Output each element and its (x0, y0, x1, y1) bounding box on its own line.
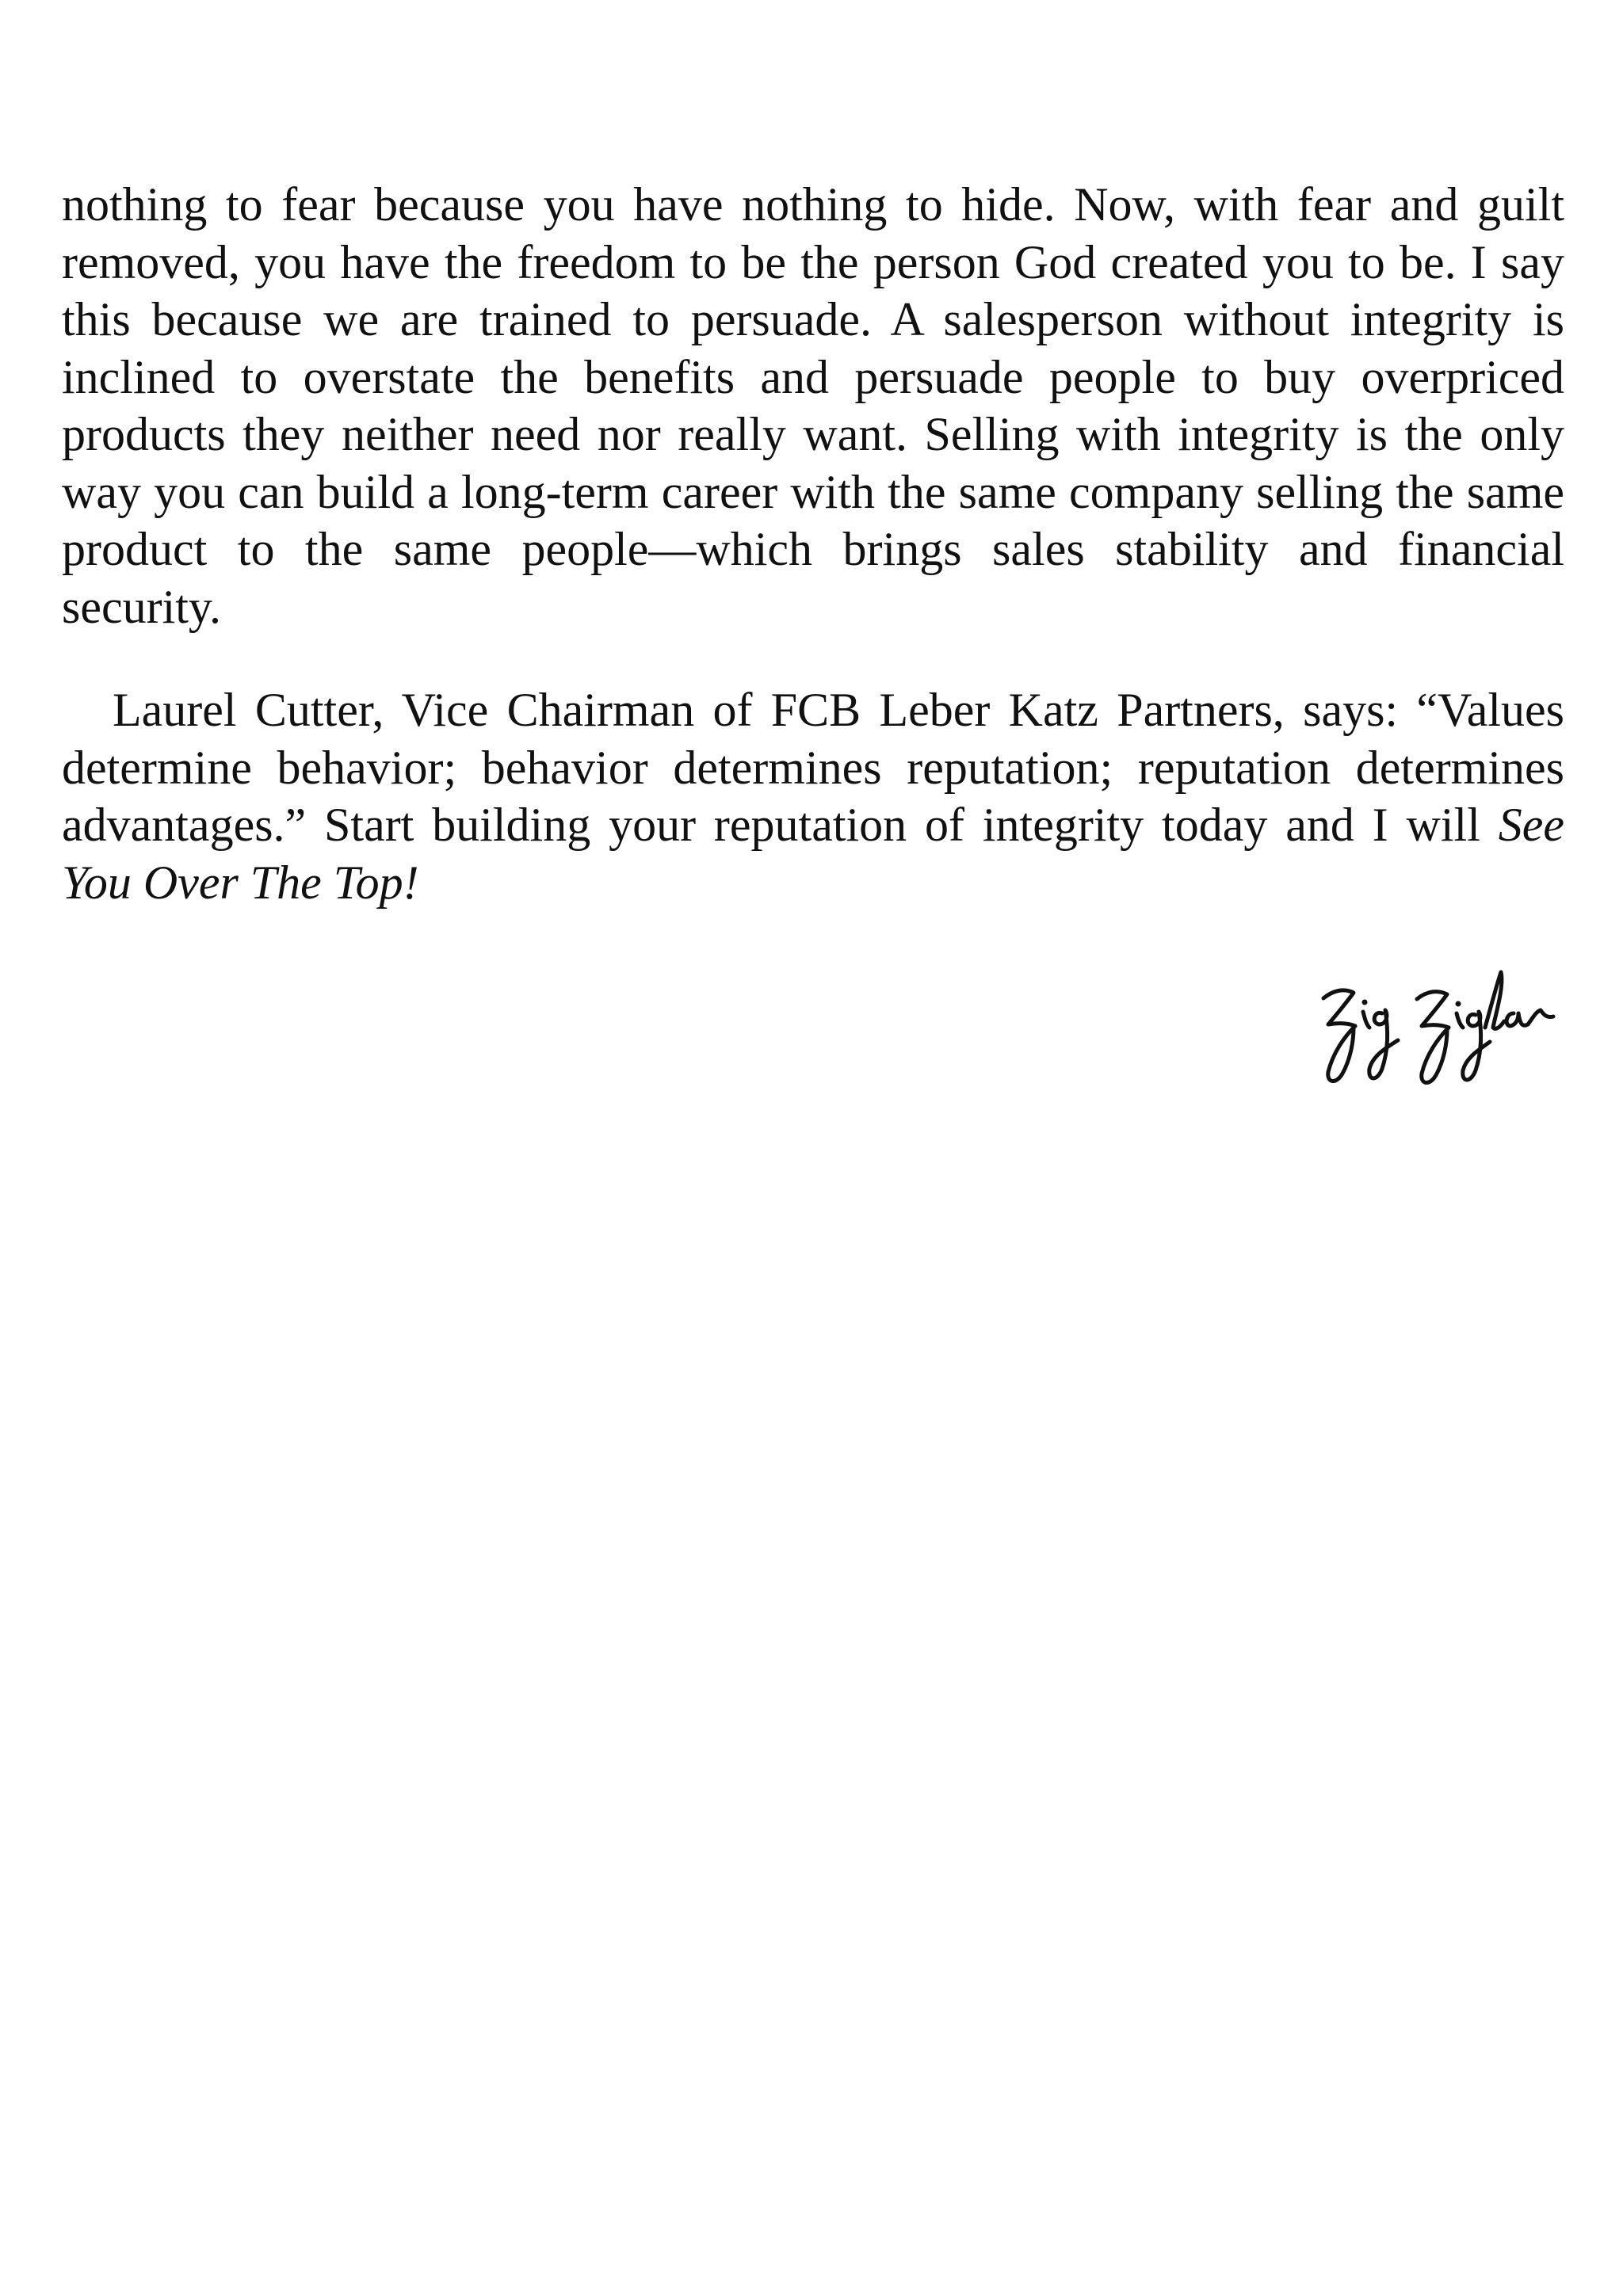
body-text (62, 176, 1564, 911)
closing-phrase: See You Over The Top! (62, 799, 1564, 909)
paragraph-2 (62, 681, 1564, 911)
signature-icon (1306, 955, 1568, 1089)
paragraph-2-text: Laurel Cutter, Vice Chairman of FCB Leber Katz Partners, says: “Values determine behavior; behavior determines reputation; reputation determines advantages.” Start building your reputation of integrity today and I will (62, 684, 1564, 851)
paragraph-1: nothing to fear because you have nothing to hide. Now, with fear and guilt removed, you have the freedom to be the person God created you to be. I say this because we are trained to persuade. A salesperson without integrity is inclined to overstate the benefits and persuade people to buy overpriced products they neither need nor really want. Selling with integrity is the only way you can build a long-term career with the same company selling the same product to the same people—which brings sales stability and financial security. (62, 178, 1564, 633)
handwritten-signature (1306, 955, 1568, 1089)
